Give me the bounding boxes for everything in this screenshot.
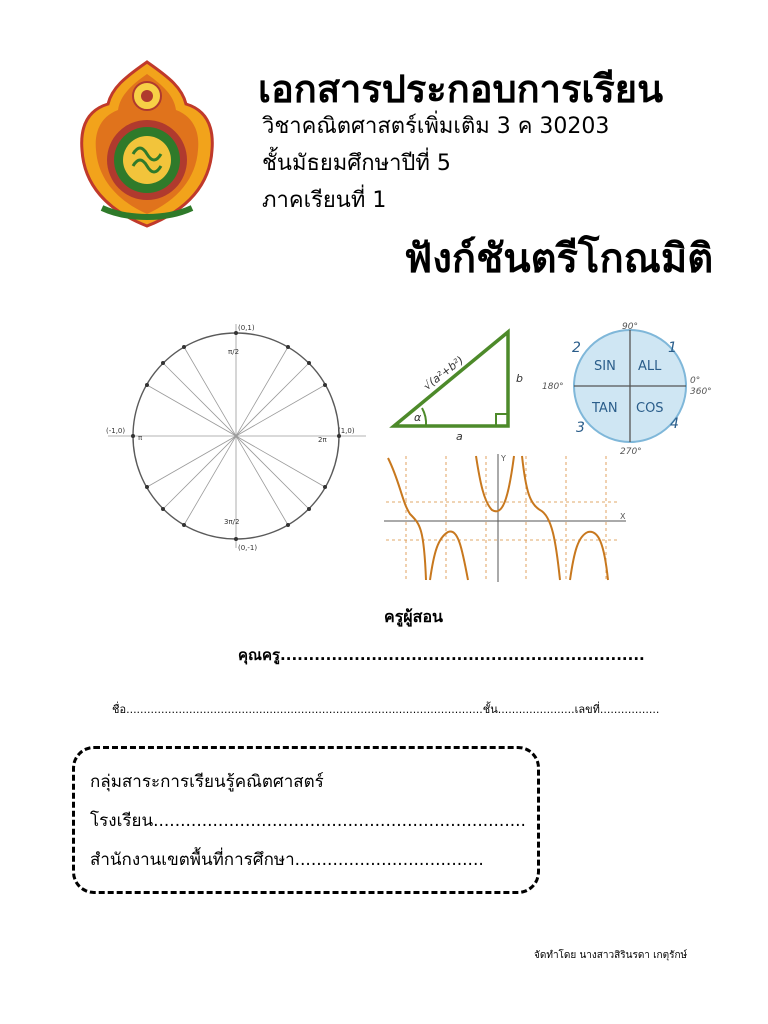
point-label-bottom: (0,-1): [238, 544, 258, 552]
angle-0-label: 0°: [690, 376, 701, 386]
document-title: เอกสารประกอบการเรียน: [258, 67, 664, 111]
school-line: โรงเรียน.....................................................................: [90, 811, 526, 831]
angle-90-label: 90°: [622, 322, 638, 332]
subject-group-line: กลุ่มสาระการเรียนรู้คณิตศาสตร์: [90, 772, 324, 792]
author-credit: จัดทำโดย นางสาวสิรินรดา เกตุรักษ์: [534, 950, 688, 961]
angle-360-label: 360°: [690, 387, 712, 397]
angle-alpha-label: α: [414, 411, 422, 424]
teacher-name-line: คุณครู................................................................: [238, 646, 645, 664]
teacher-heading: ครูผู้สอน: [384, 607, 443, 626]
quadrant-1-all: ALL: [638, 359, 662, 374]
quadrant-2-sin: SIN: [594, 359, 616, 374]
quadrant-number-3: 3: [576, 420, 585, 436]
point-label-left: (-1,0): [106, 427, 126, 435]
side-a-label: a: [456, 430, 463, 443]
graph-y-axis-label: Y: [501, 454, 506, 463]
angle-label-pi: π: [138, 434, 143, 442]
grade-line: ชั้นมัธยมศึกษาปีที่ 5: [262, 151, 451, 176]
quadrant-number-1: 1: [668, 340, 677, 356]
angle-label-three-pi-half: 3π/2: [224, 518, 240, 526]
point-label-top: (0,1): [238, 324, 255, 332]
point-label-right: (1,0): [338, 427, 355, 435]
angle-label-two-pi: 2π: [318, 436, 327, 444]
angle-label-pi-half: π/2: [228, 348, 240, 356]
angle-180-label: 180°: [542, 382, 564, 392]
quadrant-3-tan: TAN: [592, 401, 618, 416]
quadrant-4-cos: COS: [636, 401, 664, 416]
side-b-label: b: [516, 372, 523, 385]
graph-x-axis-label: X: [620, 512, 626, 521]
education-office-line: สำนักงานเขตพื้นที่การศึกษา...................................: [90, 850, 484, 870]
hypotenuse-label: √(a²+b²): [420, 353, 467, 393]
quadrant-number-2: 2: [572, 340, 581, 356]
semester-line: ภาคเรียนที่ 1: [262, 188, 387, 213]
topic-title: ฟังก์ชันตรีโกณมิติ: [404, 236, 714, 282]
quadrant-sign-diagram: [540, 320, 716, 458]
unit-circle-figure: [100, 318, 372, 554]
student-info-line: ชื่อ......................................................................................................ชั้น......................เลขที่.................: [112, 703, 660, 716]
tangent-graph-figure: [380, 452, 632, 584]
right-triangle-figure: [386, 324, 528, 444]
quadrant-number-4: 4: [670, 416, 679, 432]
angle-270-label: 270°: [620, 447, 642, 457]
school-emblem-logo: [78, 58, 216, 230]
subject-line: วิชาคณิตศาสตร์เพิ่มเติม 3 ค 30203: [262, 114, 610, 139]
